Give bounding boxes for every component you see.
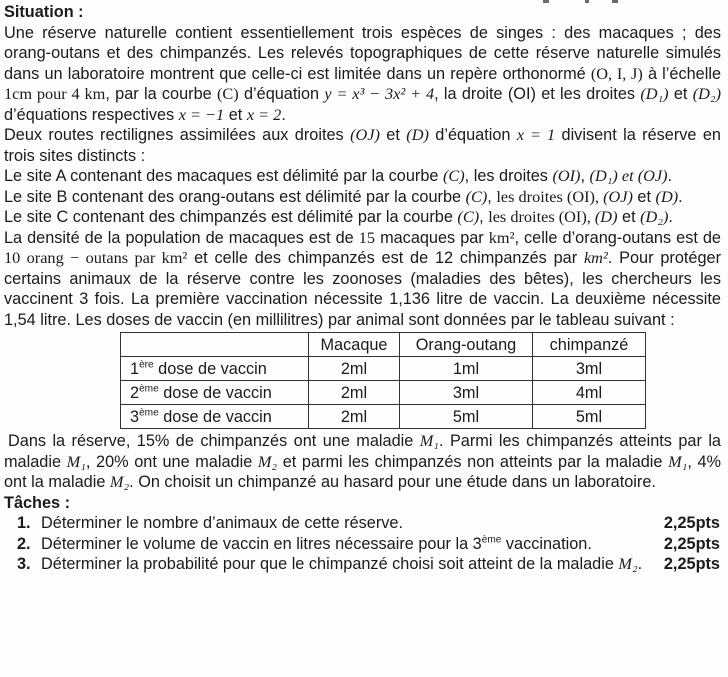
task-2-text: Déterminer le volume de vaccin en litres nécessaire pour la 3ème vaccination. (41, 534, 592, 553)
task-2-points: 2,25pts (663, 534, 720, 553)
dose-2-orang: 3ml (400, 381, 533, 405)
dose-2-label: 2ème dose de vaccin (121, 381, 309, 405)
table-header-row (121, 333, 646, 357)
dose-3-macaque: 2ml (309, 405, 400, 429)
density-vaccine-paragraph: La densité de la population de macaques est de 15 macaques par km², celle d’orang-outans est de 10 orang − outans par km² et celle des chimpanzés est de 12 chimpanzés par km². Pour protéger certains animaux de la réserve contre les zoonoses (maladies des bêtes), les chercheurs les vaccinent 3 fois. La première vaccination nécessite 1,136 litre de vaccin. La deuxième nécessite 1,54 litre. Les doses de vaccin (en millilitres) par animal sont données par le tableau suivant : (4, 227, 721, 329)
task-3-number: 3. (17, 555, 31, 573)
scan-artifact (585, 0, 589, 3)
situation-paragraph-2: Deux routes rectilignes assimilées aux droites (OJ) et (D) d’équation x = 1 divisent la réserve en trois sites distincts : (4, 125, 721, 165)
dose-1-chimp: 3ml (533, 357, 646, 381)
dose-1-label: 1ère dose de vaccin (121, 357, 309, 381)
table-header-orang-outang: Orang-outang (400, 333, 533, 357)
task-3-points: 2,25pts (663, 555, 720, 573)
table-header-chimpanze: chimpanzé (533, 333, 646, 357)
table-header-macaque: Macaque (309, 333, 400, 357)
situation-paragraph-1: Une réserve naturelle contient essentiellement trois espèces de singes : des macaques ; des orang-outans et des chimpanzés. Les relevés topographiques de cette réserve naturelle simulés dans un laboratoire montrent que celle-ci est limitée dans un repère orthonormé (O, I, J) à l’échelle 1cm pour 4 km, par la courbe (C) d’équation y = x³ − 3x² + 4, la droite (OI) et les droites (D₁) et (D₂) d’équations respectives x = −1 et x = 2. (4, 23, 722, 124)
task-2 (4, 534, 721, 555)
dose-2-macaque: 2ml (309, 381, 400, 405)
vaccine-dose-table (120, 332, 646, 429)
task-1-points: 2,25pts (663, 514, 720, 532)
scan-artifact (543, 0, 549, 3)
tasks-list (4, 513, 721, 575)
taches-heading: Tâches : (4, 493, 71, 512)
dose-1-macaque: 2ml (309, 357, 400, 381)
task-3 (4, 554, 721, 575)
dose-3-label: 3ème dose de vaccin (121, 405, 309, 429)
table-row (121, 357, 646, 381)
disease-probability-paragraph: Dans la réserve, 15% de chimpanzés ont une maladie M₁. Parmi les chimpanzés atteints par la maladie M₁, 20% ont une maladie M₂ et parmi les chimpanzés non atteints par la maladie M₁, 4% ont la maladie M₂. On choisit un chimpanzé au hasard pour une étude dans un laboratoire. (4, 431, 721, 491)
task-1-text: Déterminer le nombre d’animaux de cette réserve. (41, 514, 403, 532)
dose-3-chimp: 5ml (533, 405, 646, 429)
site-b-paragraph: Le site B contenant des orang-outans est délimité par la courbe (C), les droites (OI), (OJ) et (D). (4, 186, 683, 206)
task-1-number: 1. (17, 514, 31, 532)
site-c-paragraph: Le site C contenant des chimpanzés est délimité par la courbe (C), les droites (OI), (D) et (D₂). (4, 207, 673, 226)
task-2-number: 2. (17, 534, 31, 553)
task-3-text: Déterminer la probabilité pour que le chimpanzé choisi soit atteint de la maladie M₂. (41, 554, 643, 573)
dose-3-orang: 5ml (400, 405, 533, 429)
site-a-paragraph: Le site A contenant des macaques est délimité par la courbe (C), les droites (OI), (D₁) et (OJ). (4, 166, 673, 185)
dose-1-orang: 1ml (400, 357, 533, 381)
table-row (121, 405, 646, 429)
table-row (121, 381, 646, 405)
situation-heading: Situation : (4, 3, 84, 21)
table-header-empty (121, 333, 309, 357)
task-1 (4, 513, 721, 534)
dose-2-chimp: 4ml (533, 381, 646, 405)
scan-artifact (612, 0, 618, 3)
